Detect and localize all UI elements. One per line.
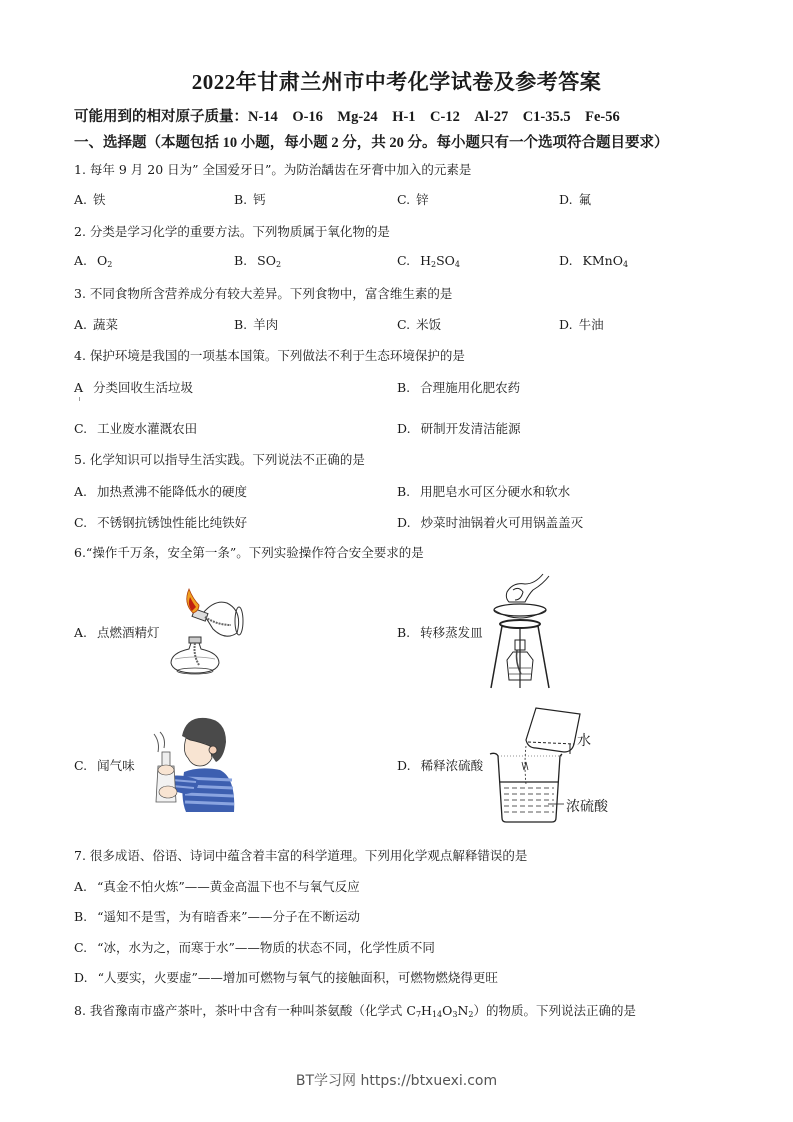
question-2-option-b[interactable]: B. $SO_2$	[234, 253, 282, 269]
smelling-gas-figure	[140, 712, 240, 814]
question-1-option-a[interactable]: A. 铁	[74, 192, 106, 207]
question-2-option-a[interactable]: A. $O_2$	[74, 253, 113, 269]
question-2-option-d[interactable]: D. KMnO$_4$	[559, 253, 629, 269]
stray-mark	[79, 397, 80, 401]
question-5-option-a[interactable]: A. 加热煮沸不能降低水的硬度	[74, 484, 248, 499]
question-1-option-c[interactable]: C. 锌	[397, 192, 429, 207]
atomic-mass-o: O-16	[292, 109, 323, 125]
question-3-stem: 3. 不同食物所含营养成分有较大差异。下列食物中，富含维生素的是	[74, 286, 453, 301]
question-4-stem: 4. 保护环境是我国的一项基本国策。下列做法不利于生态环境保护的是	[74, 348, 465, 363]
question-4-option-c[interactable]: C. 工业废水灌溉农田	[74, 421, 198, 436]
question-1-option-d[interactable]: D. 氟	[559, 192, 592, 207]
atomic-mass-n: N-14	[248, 109, 278, 125]
footer-watermark: BT学习网 https://btxuexi.com	[295, 1073, 498, 1089]
atomic-mass-mg: Mg-24	[337, 109, 378, 125]
atomic-mass-h: H-1	[392, 109, 416, 125]
page-title: 2022年甘肃兰州市中考化学试卷及参考答案	[191, 70, 602, 94]
question-7-stem: 7. 很多成语、俗语、诗词中蕴含着丰富的科学道理。下列用化学观点解释错误的是	[74, 848, 528, 863]
atomic-mass-al: Al-27	[474, 109, 509, 125]
question-5-option-c[interactable]: C. 不锈钢抗锈蚀性能比纯铁好	[74, 515, 248, 530]
question-1-stem: 1. 每年 9 月 20 日为” 全国爱牙日”。为防治龋齿在牙膏中加入的元素是	[74, 162, 472, 177]
question-7-option-d[interactable]: D. “人要实，火要虚”——增加可燃物与氧气的接触面积，可燃物燃烧得更旺	[74, 970, 498, 985]
question-4-option-b[interactable]: B. 合理施用化肥农药	[397, 380, 521, 395]
atomic-mass-c: C-12	[430, 109, 460, 125]
question-2-option-c[interactable]: C. $H_2SO_4$	[397, 253, 460, 269]
question-8-stem: 8. 我省豫南市盛产茶叶，茶叶中含有一种叫茶氨酸（化学式 $C_7H_{14}O_3N_2$）的物质。下列说法正确的是	[74, 1003, 637, 1019]
question-6-option-d[interactable]: D. 稀释浓硫酸	[397, 758, 484, 773]
question-7-option-a[interactable]: A. “真金不怕火炼”——黄金高温下也不与氧气反应	[74, 879, 360, 894]
question-5-option-b[interactable]: B. 用肥皂水可区分硬水和软水	[397, 484, 571, 499]
figure-label-water: 水	[577, 733, 591, 749]
atomic-mass-cl: C1-35.5	[522, 109, 571, 125]
alcohol-lamp-lighting-figure	[165, 585, 250, 675]
section-heading: 一、选择题（本题包括 10 小题，每小题 2 分，共 20 分。每小题只有一个选项符合题目要求）	[74, 135, 669, 151]
figure-label-concentrated-acid: 浓硫酸	[566, 799, 608, 815]
evaporating-dish-transfer-figure	[485, 570, 555, 692]
question-3-option-a[interactable]: A. 蔬菜	[74, 317, 119, 332]
question-2-stem: 2. 分类是学习化学的重要方法。下列物质属于氧化物的是	[74, 224, 390, 239]
question-4-option-d[interactable]: D. 研制开发清洁能源	[397, 421, 521, 436]
question-6-option-b[interactable]: B. 转移蒸发皿	[397, 625, 483, 640]
atomic-masses-line	[74, 105, 620, 126]
question-7-option-b[interactable]: B. “遥知不是雪，为有暗香来”——分子在不断运动	[74, 909, 360, 924]
question-6-option-c[interactable]: C. 闻气味	[74, 758, 135, 773]
question-5-stem: 5. 化学知识可以指导生活实践。下列说法不正确的是	[74, 452, 365, 467]
question-7-option-c[interactable]: C. “冰，水为之，而寒于水”——物质的状态不同，化学性质不同	[74, 940, 435, 955]
question-6-stem: 6.“操作千万条，安全第一条”。下列实验操作符合安全要求的是	[74, 545, 424, 560]
question-3-option-b[interactable]: B. 羊肉	[234, 317, 279, 332]
question-5-option-d[interactable]: D. 炒菜时油锅着火可用锅盖盖灭	[397, 515, 584, 530]
atomic-mass-fe: Fe-56	[585, 109, 620, 125]
question-3-option-d[interactable]: D. 牛油	[559, 317, 604, 332]
question-1-option-b[interactable]: B. 钙	[234, 192, 266, 207]
question-3-option-c[interactable]: C. 米饭	[397, 317, 442, 332]
question-6-option-a[interactable]: A. 点燃酒精灯	[74, 625, 160, 640]
question-4-option-a[interactable]: A 分类回收生活垃圾	[74, 380, 194, 395]
atomic-masses-label: 可能用到的相对原子质量：	[74, 109, 248, 125]
